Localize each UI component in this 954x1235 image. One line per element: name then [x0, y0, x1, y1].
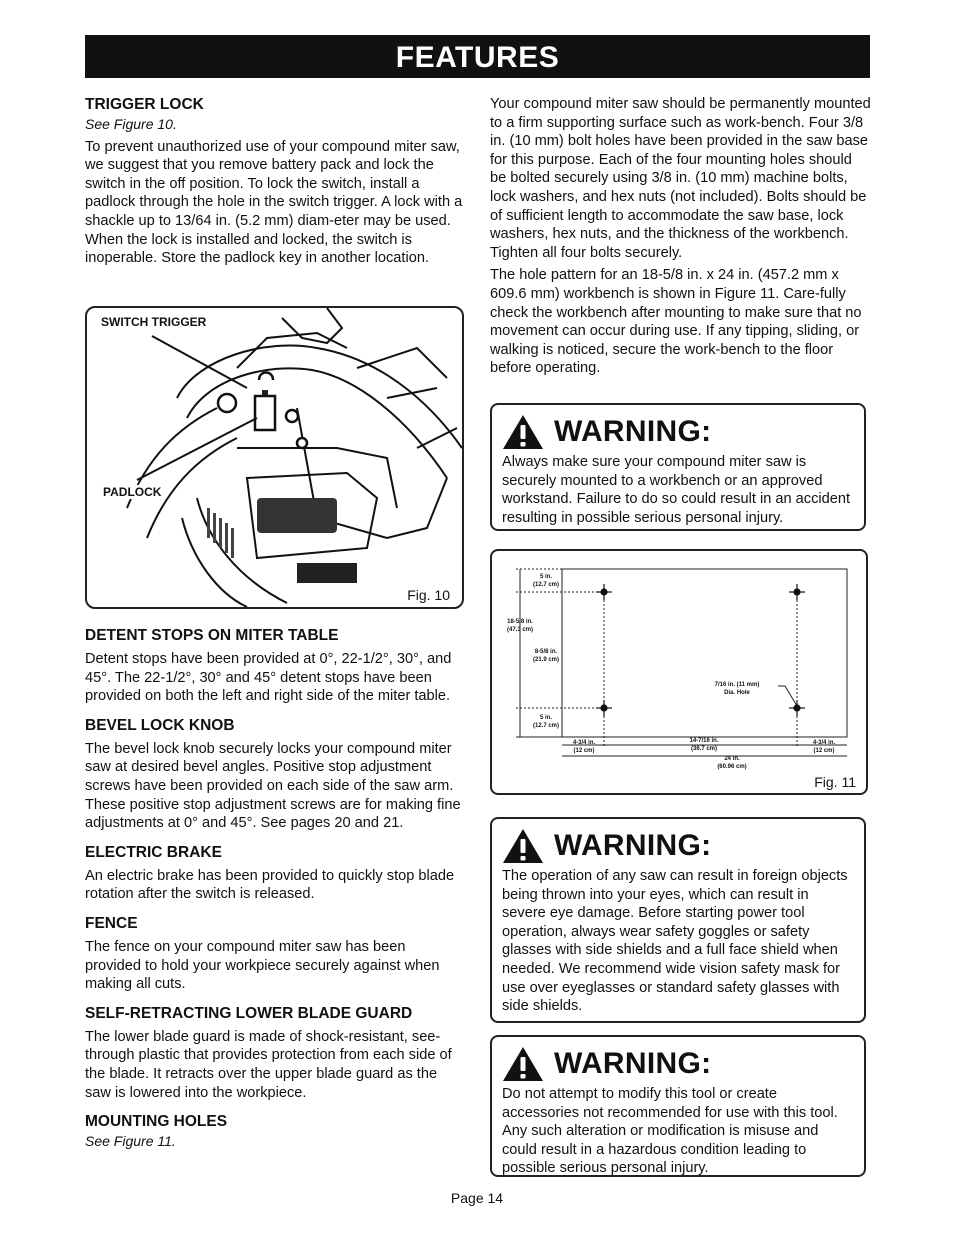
warning-box-3: [490, 1035, 866, 1177]
figure-11: [490, 549, 868, 795]
fig-11-caption: Fig. 11: [814, 774, 856, 790]
warning-text-2: The operation of any saw can result in foreign objects being thrown into your eyes, which can result in severe eye damage. Before starting power tool operation, always wear safety goggles or safety glasses with side shields and a full face shield when needed. We recommend wide vision safety mask for use over eyeglasses or standard safety glasses with side shields.: [502, 868, 848, 1015]
page-number: Page 14: [450, 1190, 504, 1206]
label-switch-trigger: SWITCH TRIGGER: [101, 315, 207, 329]
warning-text-3: Do not attempt to modify this tool or create accessories not recommended for use with this tool. Any such alteration or modification is misuse and could result in a hazardous condition leading to possible serious personal injury.: [502, 1086, 838, 1177]
heading-blade-guard: SELF-RETRACTING LOWER BLADE GUARD: [85, 1004, 413, 1022]
left-column: [85, 95, 465, 272]
dim-8-5-8-metric: (21.9 cm): [532, 657, 560, 663]
dim-4-3-4-right-metric: (12 cm): [813, 748, 835, 754]
warning-text-1: Always make sure your compound miter saw is securely mounted to a workbench or an approved workstand. Failure to do so could result in an accident resulting in possible serious personal injury.: [502, 454, 851, 526]
warning-box-2: [490, 817, 866, 1023]
dim-4-3-4-left: 4-3/4 in.: [572, 740, 596, 746]
warning-triangle-icon: [502, 828, 544, 864]
mounting-paragraph-2: The hole pattern for an 18-5/8 in. x 24 in. (457.2 mm x 609.6 mm) workbench is shown in Figure 11. Care-fully check the workbench after mounting to make sure that no movement can occur during use. If any tipping, sliding, or walking is noticed, secure the work-bench to the floor before operating.: [490, 267, 862, 377]
detent-stops-text: Detent stops have been provided at 0°, 22-1/2°, 30°, and 45°. The 22-1/2°, 30° and 45° detent stops have been provided on both the left and right side of the miter table.: [85, 651, 452, 705]
heading-bevel-lock: BEVEL LOCK KNOB: [85, 716, 235, 734]
dim-18-5-8-in: 18-5/8 in.: [507, 619, 533, 625]
figure-10: [85, 306, 464, 609]
electric-brake-text: An electric brake has been provided to quickly stop blade rotation after the switch is released.: [85, 867, 455, 903]
dim-24-in: 24 in.: [724, 756, 740, 762]
trigger-lock-text: To prevent unauthorized use of your compound miter saw, we suggest that you remove battery pack and lock the switch in the off position. To lock the switch, install a padlock through the hole in the switch trigger. A lock with a shackle up to 13/64 in. (5.2 mm) diam-eter may be used. When the lock is installed and locked, the switch is inoperable. Store the padlock key in another location.: [85, 138, 463, 267]
warning-title-1: WARNING:: [554, 415, 712, 448]
fig-10-caption: Fig. 10: [407, 587, 450, 603]
dim-hole-size: 7/16 in. (11 mm): [714, 682, 760, 688]
dim-5in-top: 5 in.: [539, 574, 553, 580]
warning-title-3: WARNING:: [554, 1047, 712, 1080]
page-banner: [85, 35, 870, 78]
label-padlock: PADLOCK: [103, 485, 162, 499]
dim-8-5-8-in: 8-5/8 in.: [534, 649, 558, 655]
warning-triangle-icon: [502, 1046, 544, 1082]
dim-18-5-8-metric: (47.3 cm): [506, 627, 534, 633]
see-figure-10: See Figure 10.: [85, 116, 177, 132]
heading-mounting-holes: MOUNTING HOLES: [85, 1113, 228, 1131]
warning-title-2: WARNING:: [554, 829, 712, 862]
heading-detent-stops: DETENT STOPS ON MITER TABLE: [85, 627, 339, 644]
dim-14-7-16-in: 14-7/16 in.: [689, 738, 719, 744]
saw-trigger-illustration: [87, 308, 462, 607]
left-column-lower: [85, 626, 465, 1157]
dim-5in-bottom-metric: (12.7 cm): [532, 723, 560, 729]
dim-14-7-16-metric: (36.7 cm): [690, 746, 718, 752]
see-figure-11: See Figure 11.: [85, 1133, 176, 1150]
fence-text: The fence on your compound miter saw has been provided to hold your workpiece securely against when making all cuts.: [85, 938, 440, 993]
warning-box-1: [490, 403, 866, 531]
dim-5in-bottom: 5 in.: [539, 715, 553, 721]
hole-pattern-diagram: [492, 551, 865, 792]
page-title: FEATURES: [395, 41, 560, 74]
mounting-paragraph-1: Your compound miter saw should be permanently mounted to a firm supporting surface such as work-bench. Four 3/8 in. (10 mm) bolt holes have been provided in the saw base for this purpose. Each of the four mounting holes should be bolted securely using 3/8 in. (10 mm) machine bolts, lock washers, and hex nuts (not included). Bolts should be of sufficient length to accommodate the saw base, lock washers, hex nuts, and the thickness of the workbench. Tighten all four bolts securely.: [490, 96, 871, 261]
dim-4-3-4-left-metric: (12 cm): [573, 748, 595, 754]
heading-trigger-lock: TRIGGER LOCK: [85, 96, 204, 113]
warning-triangle-icon: [502, 414, 544, 450]
dim-hole-label: Dia. Hole: [724, 690, 750, 696]
heading-fence: FENCE: [85, 914, 138, 932]
heading-electric-brake: ELECTRIC BRAKE: [85, 843, 222, 861]
bevel-lock-text: The bevel lock knob securely locks your compound miter saw at desired bevel angles. Positive stop adjustment screws have been provided on each side of the saw arm. These positive stop adjustment screws are for making fine adjustments at 0° and 45°. See pages 20 and 21.: [85, 740, 461, 832]
dim-5in-top-metric: (12.7 cm): [532, 582, 560, 588]
right-column: [490, 95, 872, 382]
blade-guard-text: The lower blade guard is made of shock-resistant, see-through plastic that provides protection from each side of the blade. It retracts over the upper blade guard as the saw is lowered into the workpiece.: [85, 1028, 452, 1101]
dim-4-3-4-right: 4-3/4 in.: [812, 740, 836, 746]
dim-24-in-metric: (60.96 cm): [717, 764, 747, 770]
